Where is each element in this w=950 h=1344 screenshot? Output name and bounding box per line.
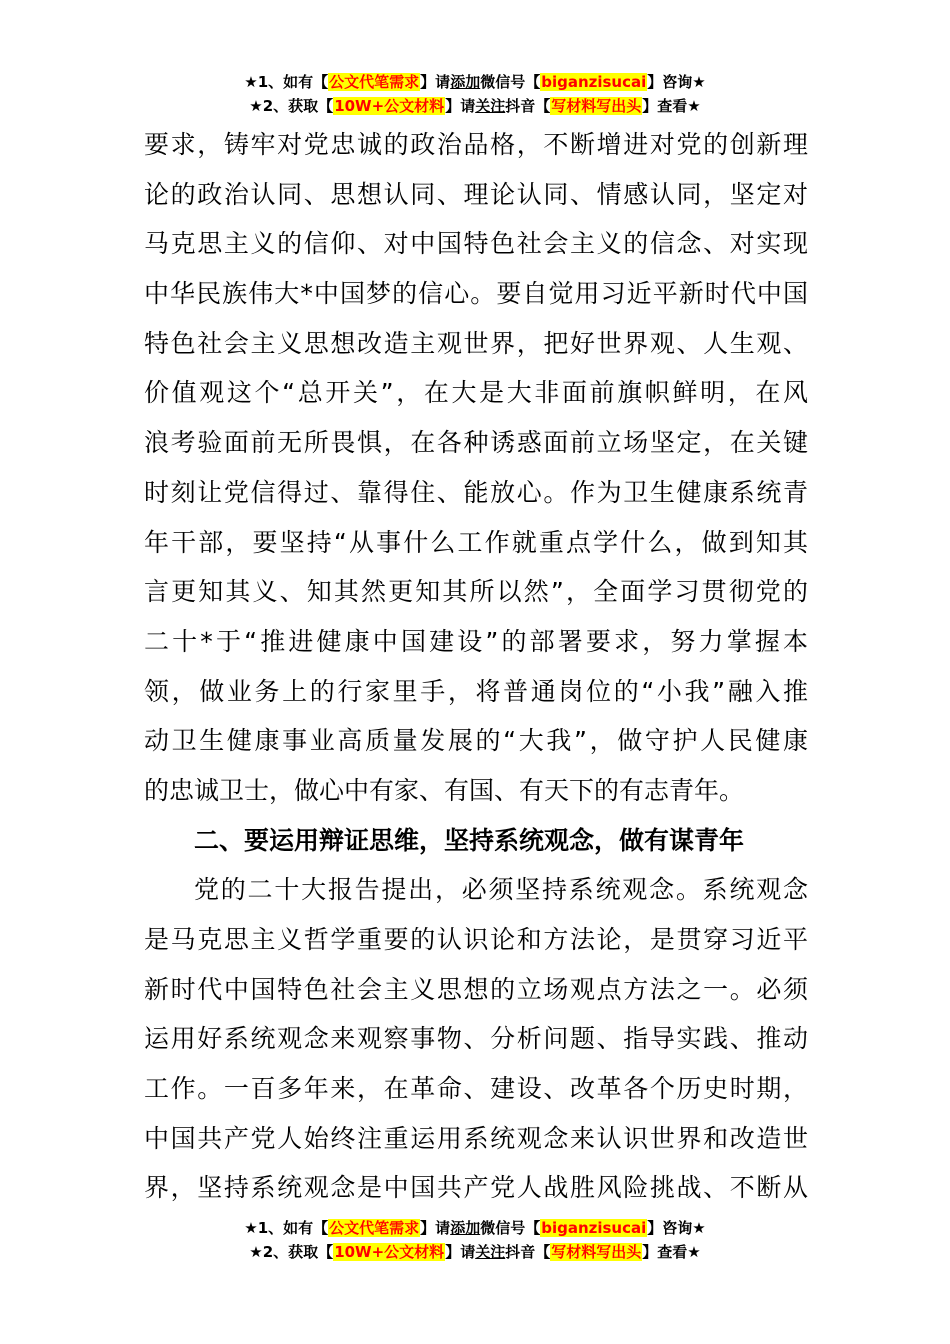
text-line: 价值观这个“总开关”，在大是大非面前旗帜鲜明，在风 xyxy=(144,378,808,408)
text-line: 马克思主义的信仰、对中国特色社会主义的信念、对实现 xyxy=(144,229,808,259)
text-line: 中华民族伟大*中国梦的信心。要自觉用习近平新时代中国 xyxy=(144,279,808,309)
text-line: 特色社会主义思想改造主观世界，把好世界观、人生观、 xyxy=(144,328,808,358)
banner-text: 】请 xyxy=(445,1243,476,1261)
highlight-text: 公文代笔需求 xyxy=(329,1219,420,1237)
text-line: 的忠诚卫士，做心中有家、有国、有天下的有志青年。 xyxy=(144,775,745,805)
text-line: 年干部，要坚持“从事什么工作就重点学什么，做到知其 xyxy=(144,527,808,557)
banner-text: 】查看★ xyxy=(642,97,701,115)
text-line: 论的政治认同、思想认同、理论认同、情感认同，坚定对 xyxy=(144,179,808,209)
text-line: 运用好系统观念来观察事物、分析问题、指导实践、推动 xyxy=(144,1024,808,1054)
text-line: 工作。一百多年来，在革命、建设、改革各个历史时期， xyxy=(144,1074,808,1104)
text-line: 动卫生健康事业高质量发展的“大我”，做守护人民健康 xyxy=(144,726,808,756)
footer-banner xyxy=(0,1216,950,1264)
text-line: 界，坚持系统观念是中国共产党人战胜风险挑战、不断从 xyxy=(144,1173,808,1203)
section-heading: 二、要运用辩证思维，坚持系统观念，做有谋青年 xyxy=(194,825,745,855)
underlined-text: 添加 xyxy=(450,73,481,91)
banner-line-1 xyxy=(0,1216,950,1240)
highlight-text: biganzisucai xyxy=(541,73,647,91)
banner-text: ★2、获取【 xyxy=(249,1243,334,1261)
paragraph-1 xyxy=(144,120,808,816)
text-line: 要求，铸牢对党忠诚的政治品格，不断增进对党的创新理 xyxy=(144,130,808,159)
text-line: 新时代中国特色社会主义思想的立场观点方法之一。必须 xyxy=(144,974,808,1004)
banner-text: 】请 xyxy=(420,1219,451,1237)
banner-text: 微信号【 xyxy=(480,73,541,91)
text-line: 言更知其义、知其然更知其所以然”，全面学习贯彻党的 xyxy=(144,577,808,607)
highlight-text: 公文代笔需求 xyxy=(329,73,420,91)
banner-text: 微信号【 xyxy=(480,1219,541,1237)
text-line: 时刻让党信得过、靠得住、能放心。作为卫生健康系统青 xyxy=(144,477,808,507)
document-body xyxy=(144,120,808,1213)
banner-line-1 xyxy=(0,70,950,94)
text-line: 领，做业务上的行家里手，将普通岗位的“小我”融入推 xyxy=(144,676,808,706)
highlight-text: biganzisucai xyxy=(541,1219,647,1237)
banner-text: 】请 xyxy=(445,97,476,115)
text-line: 浪考验面前无所畏惧，在各种诱惑面前立场坚定，在关键 xyxy=(144,428,808,458)
banner-text: ★1、如有【 xyxy=(244,73,329,91)
underlined-text: 添加 xyxy=(450,1219,481,1237)
banner-text: 】查看★ xyxy=(642,1243,701,1261)
paragraph-2 xyxy=(144,865,808,1213)
banner-text: 抖音【 xyxy=(505,1243,551,1261)
text-line: 二十*于“推进健康中国建设”的部署要求，努力掌握本 xyxy=(144,626,808,656)
highlight-text: 写材料写出头 xyxy=(551,97,642,115)
banner-text: ★1、如有【 xyxy=(244,1219,329,1237)
banner-text: 】咨询★ xyxy=(647,73,706,91)
text-line: 是马克思主义哲学重要的认识论和方法论，是贯穿习近平 xyxy=(144,925,808,954)
banner-line-2 xyxy=(0,1240,950,1264)
text-line: 中国共产党人始终注重运用系统观念来认识世界和改造世 xyxy=(144,1123,808,1153)
highlight-text: 写材料写出头 xyxy=(551,1243,642,1261)
banner-line-2 xyxy=(0,94,950,118)
underlined-text: 关注 xyxy=(475,97,506,115)
banner-text: 】咨询★ xyxy=(647,1219,706,1237)
highlight-text: 10W+公文材料 xyxy=(334,1243,445,1261)
banner-text: ★2、获取【 xyxy=(249,97,334,115)
header-banner xyxy=(0,70,950,118)
underlined-text: 关注 xyxy=(475,1243,506,1261)
text-line: 党的二十大报告提出，必须坚持系统观念。系统观念 xyxy=(194,875,808,905)
banner-text: 】请 xyxy=(420,73,451,91)
highlight-text: 10W+公文材料 xyxy=(334,97,445,115)
banner-text: 抖音【 xyxy=(505,97,551,115)
